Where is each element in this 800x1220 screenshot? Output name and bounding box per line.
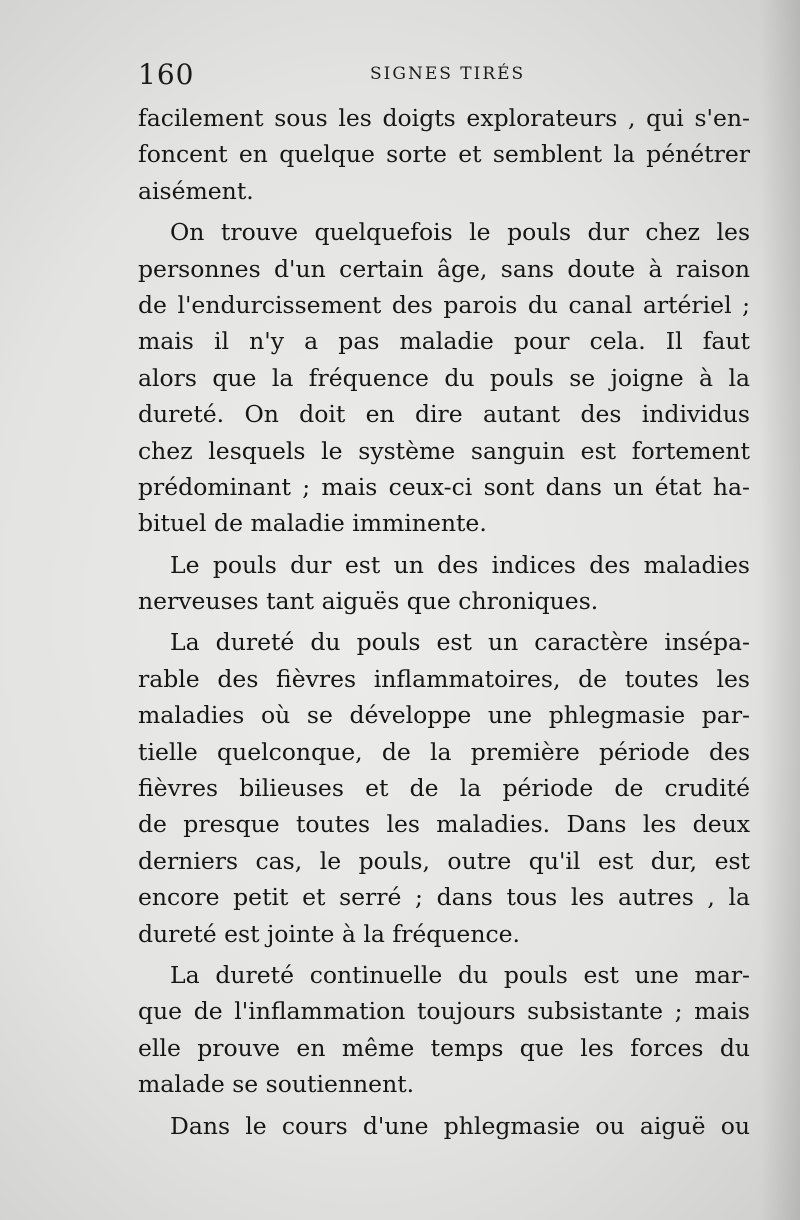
paragraph xyxy=(138,547,750,620)
text-line: Dans le cours d'une phlegmasie ou aiguë ou xyxy=(170,1111,750,1140)
text-line: chez lesquels le système sanguin est fortement xyxy=(138,436,750,465)
text-line: fièvres bilieuses et de la période de crudité xyxy=(138,774,750,803)
text-line: bituel de maladie imminente. xyxy=(138,509,487,538)
paragraph xyxy=(138,624,750,952)
text-line: facilement sous les doigts explorateurs , qui s'en- xyxy=(138,104,750,132)
text-line: encore petit et serré ; dans tous les autres , la xyxy=(138,883,750,912)
text-line: aisément. xyxy=(138,176,254,205)
text-line: mais il n'y a pas maladie pour cela. Il faut xyxy=(138,327,750,356)
paragraph xyxy=(138,214,750,542)
paragraph xyxy=(138,957,750,1103)
text-line: Le pouls dur est un des indices des maladies xyxy=(170,550,750,579)
text-line: alors que la fréquence du pouls se joigne à la xyxy=(138,363,750,392)
text-line: prédominant ; mais ceux-ci sont dans un état ha- xyxy=(138,472,750,501)
paragraph xyxy=(138,1108,750,1144)
page-header xyxy=(138,58,738,94)
page-number: 160 xyxy=(138,58,195,91)
running-head: SIGNES TIRÉS xyxy=(370,64,526,84)
text-line: nerveuses tant aiguës que chroniques. xyxy=(138,587,599,616)
text-line: de presque toutes les maladies. Dans les deux xyxy=(138,810,750,839)
text-line: de l'endurcissement des parois du canal artériel ; xyxy=(138,290,750,319)
text-line: dureté. On doit en dire autant des individus xyxy=(138,400,750,429)
text-line: maladies où se développe une phlegmasie par- xyxy=(138,701,750,730)
body-text xyxy=(138,100,750,1149)
text-line: personnes d'un certain âge, sans doute à raison xyxy=(138,254,750,283)
text-line: On trouve quelquefois le pouls dur chez les xyxy=(170,218,750,247)
text-line: que de l'inflammation toujours subsistante ; mais xyxy=(138,997,750,1026)
text-line: malade se soutiennent. xyxy=(138,1070,415,1099)
text-line: foncent en quelque sorte et semblent la pénétrer xyxy=(138,140,750,169)
text-line: derniers cas, le pouls, outre qu'il est dur, est xyxy=(138,846,750,875)
text-line: dureté est jointe à la fréquence. xyxy=(138,919,521,948)
text-line: tielle quelconque, de la première période des xyxy=(138,737,750,766)
text-line: La dureté du pouls est un caractère insépa- xyxy=(170,628,750,657)
page-edge-shadow xyxy=(760,0,800,1220)
text-line: rable des fièvres inflammatoires, de toutes les xyxy=(138,664,750,693)
text-line: La dureté continuelle du pouls est une mar- xyxy=(170,960,750,989)
paragraph xyxy=(138,100,750,209)
text-line: elle prouve en même temps que les forces du xyxy=(138,1033,750,1062)
